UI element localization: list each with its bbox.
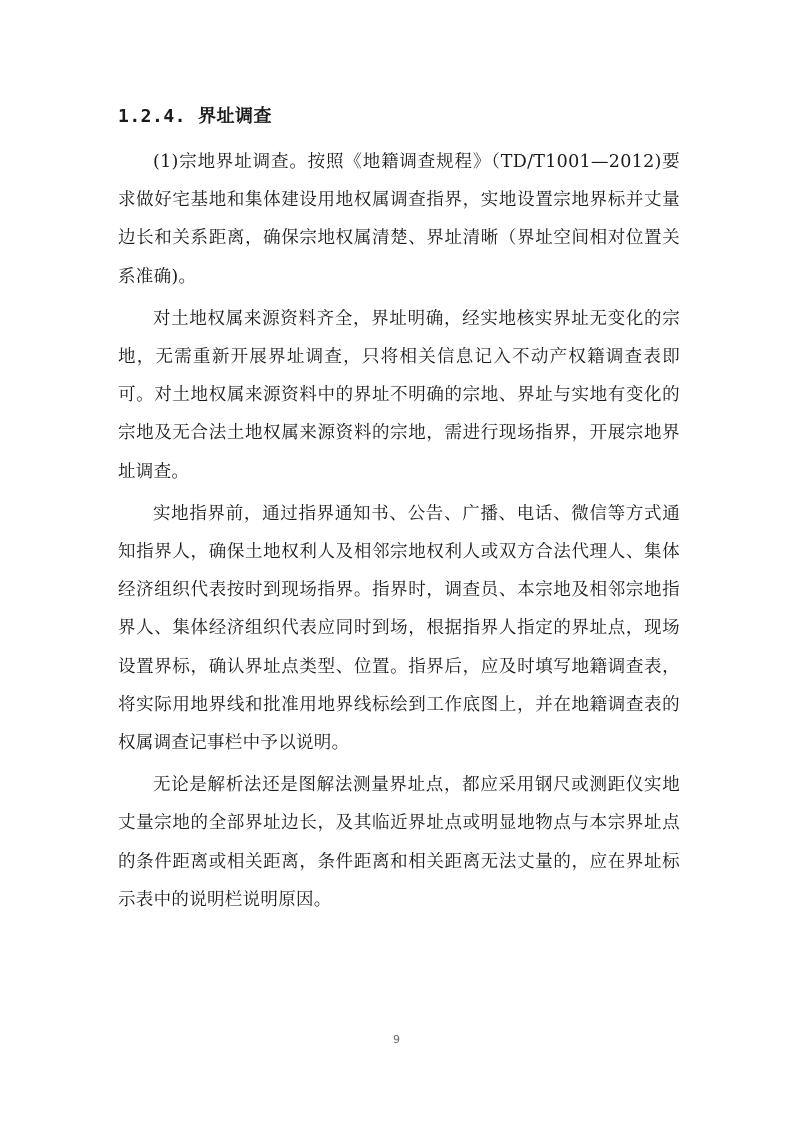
page-number: 9 [393,1033,400,1046]
section-title: 界址调查 [198,106,273,127]
section-heading [118,100,680,134]
section-number: 1.2.4. [118,106,187,127]
paragraph-onsite-demarcation: 实地指界前，通过指界通知书、公告、广播、电话、微信等方式通知指界人，确保土地权利人及相邻宗地权利人或双方合法代理人、集体经济组织代表按时到现场指界。指界时，调查员、本宗地及相邻宗地指界人、集体经济组织代表应同时到场，根据指界人指定的界址点，现场设置界标，确认界址点类型、位置。指界后，应及时填写地籍调查表，将实际用地界线和批准用地界线标绘到工作底图上，并在地籍调查表的权属调查记事栏中予以说明。 [118,503,680,754]
paragraph-measurement: 无论是解析法还是图解法测量界址点，都应采用钢尺或测距仪实地丈量宗地的全部界址边长，及其临近界址点或明显地物点与本宗界址点的条件距离或相关距离，条件距离和相关距离无法丈量的，应在界址标示表中的说明栏说明原因。 [118,775,680,910]
paragraph-no-resurvey: 对土地权属来源资料齐全，界址明确，经实地核实界址无变化的宗地，无需重新开展界址调查，只将相关信息记入不动产权籍调查表即可。对土地权属来源资料中的界址不明确的宗地、界址与实地有变化的宗地及无合法土地权属来源资料的宗地，需进行现场指界，开展宗地界址调查。 [118,308,680,482]
paragraph-boundary-survey: (1)宗地界址调查。按照《地籍调查规程》（TD/T1001—2012)要求做好宅基地和集体建设用地权属调查指界，实地设置宗地界标并丈量边长和关系距离，确保宗地权属清楚、界址清晰（界址空间相对位置关系准确)。 [118,152,680,287]
page-content [118,100,680,923]
